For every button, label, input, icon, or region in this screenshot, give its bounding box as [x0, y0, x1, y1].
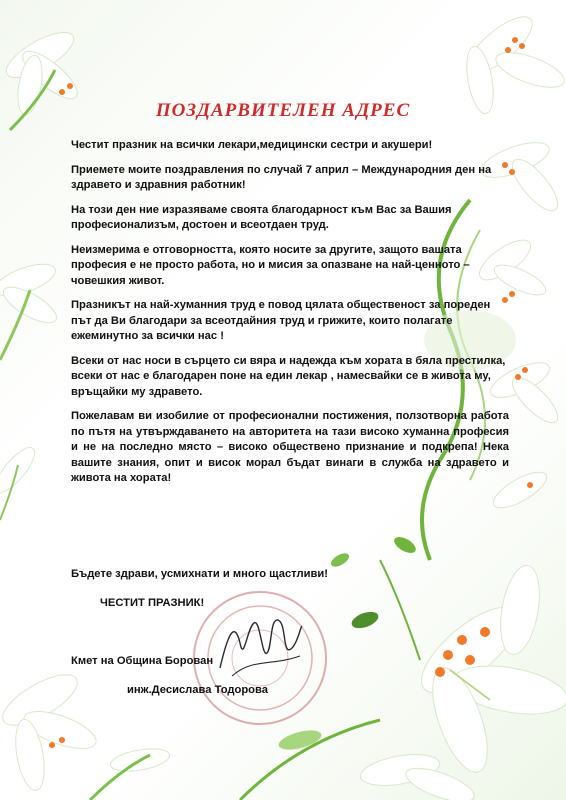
paragraph-5: Празникът на най-хуманния труд е повод цялата общественост за пореден път да Ви благодари за всеотдайния труд и грижите, които полагате ежеминутно за всички нас !: [71, 299, 491, 342]
lily-bottom-right: [358, 563, 566, 800]
letter-body: [71, 138, 509, 496]
paragraph-2: Приемете моите поздравления по случай 7 април – Международния ден на здравето и здравния работник!: [71, 163, 492, 191]
paragraph-1: Честит празник на всички лекари,медицински сестри и акушери!: [71, 139, 433, 151]
handwritten-signature: [212, 598, 307, 688]
document-title: ПОЗДАРВИТЕЛЕН АДРЕС: [155, 100, 411, 121]
closing-wish: Бъдете здрави, усмихнати и много щастливи!: [71, 568, 328, 580]
signer-name: инж.Десислава Тодорова: [127, 684, 268, 696]
paragraph-4: Неизмерима е отговорността, която носите за другите, защото вашата професия е не просто работа, но и мисия за опазване на най-ценното – човешкия живот.: [71, 243, 470, 287]
holiday-greeting: ЧЕСТИТ ПРАЗНИК!: [100, 597, 205, 609]
lily-left-middle: [0, 258, 61, 520]
signer-position: Кмет на Община Борован: [71, 655, 214, 667]
paragraph-6: Всеки от нас носи в сърцето си вяра и надежда към хората в бяла престилка, всеки от нас е благодарен поне на един лекар , намесвайки се в живота му, връщайки му здравето.: [71, 354, 506, 398]
paragraph-7: Пожелавам ви изобилие от професионални постижения, ползотворна работа по пътя на утвърждаването на авторитета на тази високо хуманна професия и не на последно място – високо обществено признание и подкрепа! Нека вашите знания, опит и висок морал бъдат винаги в служба на здравето и живота на хората!: [71, 410, 509, 484]
paragraph-3: На този ден ние изразяваме своята благодарност към Вас за Вашия професионализъм, достоен и всеотдаен труд.: [71, 203, 452, 231]
